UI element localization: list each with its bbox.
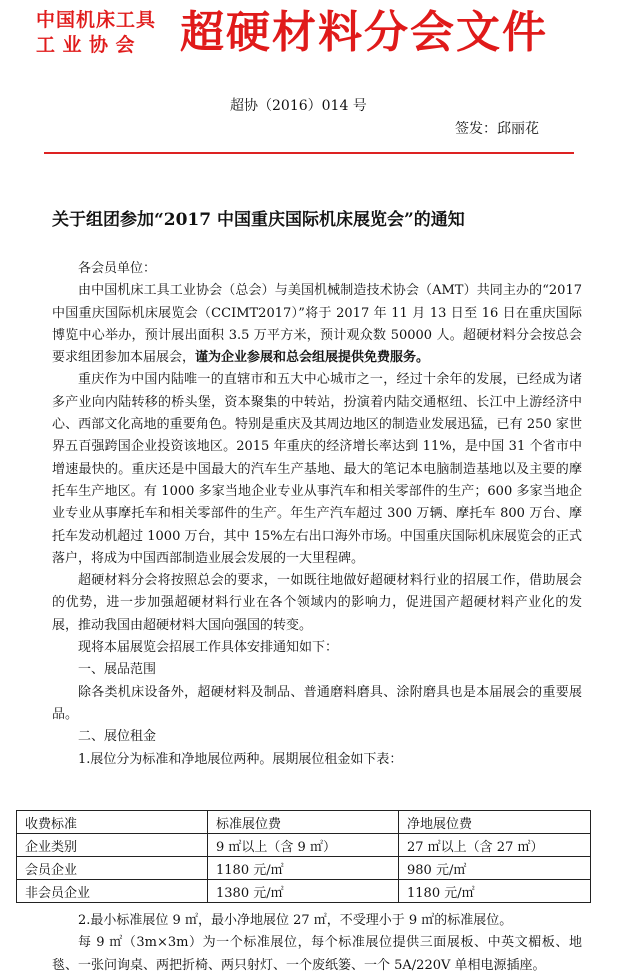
document-body-continued bbox=[52, 910, 582, 977]
document-body bbox=[52, 258, 582, 771]
table-cell: 1180 元/㎡ bbox=[208, 857, 399, 880]
document-title: 关于组团参加“2017 中国重庆国际机床展览会”的通知 bbox=[52, 210, 465, 230]
table-cell: 企业类别 bbox=[17, 834, 208, 857]
document-banner: 超硬材料分会文件 bbox=[180, 7, 548, 58]
table-cell: 1180 元/㎡ bbox=[399, 880, 591, 903]
table-row bbox=[17, 857, 591, 880]
intro-text: 由中国机床工具工业协会（总会）与美国机械制造技术协会（AMT）共同主办的“2017 中国重庆国际机床展览会（CCIMT2017）”将于 2017 年 11 月 13 日至 16 日在重庆国际博览中心举办，预计展出面积 3.5 万平方米，预计观众数 50000 人。超硬材料分会按总会要求组团参加本届展会， bbox=[52, 283, 582, 366]
org-name-line1: 中国机床工具 bbox=[36, 9, 157, 31]
table-cell: 会员企业 bbox=[17, 857, 208, 880]
table-row bbox=[17, 834, 591, 857]
table-cell: 27 ㎡以上（含 27 ㎡） bbox=[399, 834, 591, 857]
paragraph-arrangement: 现将本届展览会招展工作具体安排通知如下： bbox=[78, 640, 339, 656]
section-2-heading: 二、展位租金 bbox=[78, 729, 157, 745]
table-row bbox=[17, 811, 591, 834]
paragraph-intro bbox=[52, 280, 582, 369]
section-2-item-3: 每 9 ㎡（3m×3m）为一个标准展位，每个标准展位提供三面展板、中英文楣板、地毯、一张问询桌、两把折椅、两只射灯、一个废纸篓、一个 5A/220V 单相电源插座。 bbox=[52, 935, 582, 973]
section-1-heading: 一、展品范围 bbox=[78, 662, 157, 678]
section-1-text: 除各类机床设备外，超硬材料及制品、普通磨料磨具、涂附磨具也是本届展会的重要展品。 bbox=[52, 684, 582, 722]
section-2-item-2: 2.最小标准展位 9 ㎡，最小净地展位 27 ㎡，不受理小于 9 ㎡的标准展位。 bbox=[78, 913, 513, 928]
table-cell: 9 ㎡以上（含 9 ㎡） bbox=[208, 834, 399, 857]
section-2-item-1: 1.展位分为标准和净地展位两种。展期展位租金如下表： bbox=[78, 751, 403, 767]
salutation: 各会员单位： bbox=[78, 261, 157, 276]
signer-name: 邱丽花 bbox=[497, 121, 539, 137]
table-row bbox=[17, 880, 591, 903]
table-cell: 收费标准 bbox=[17, 811, 208, 834]
red-divider bbox=[44, 152, 574, 154]
table-cell: 标准展位费 bbox=[208, 811, 399, 834]
intro-bold-text: 谨为企业参展和总会组展提供免费服务。 bbox=[195, 350, 430, 366]
issuing-organization bbox=[36, 8, 156, 58]
paragraph-branch-role: 超硬材料分会将按照总会的要求，一如既往地做好超硬材料行业的招展工作，借助展会的优势，进一步加强超硬材料行业在各个领域内的影响力，促进国产超硬材料产业化的发展，推动我国由超硬材料大国向强国的转变。 bbox=[52, 573, 582, 633]
signer-line bbox=[455, 118, 539, 138]
org-name-line2: 工业协会 bbox=[36, 34, 143, 56]
signer-label: 签发： bbox=[455, 121, 497, 137]
rent-table bbox=[16, 810, 591, 903]
table-cell: 净地展位费 bbox=[399, 811, 591, 834]
table-cell: 980 元/㎡ bbox=[399, 857, 591, 880]
document-number: 超协（2016）014 号 bbox=[230, 98, 367, 114]
table-cell: 非会员企业 bbox=[17, 880, 208, 903]
table-cell: 1380 元/㎡ bbox=[208, 880, 399, 903]
paragraph-chongqing: 重庆作为中国内陆唯一的直辖市和五大中心城市之一，经过十余年的发展，已经成为诸多产业向内陆转移的桥头堡，资本聚集的中转站，扮演着内陆交通枢纽、长江中上游经济中心、西部文化高地的重要角色。特别是重庆及其周边地区的制造业发展迅猛，已有 250 家世界五百强跨国企业投资该地区。2015 年重庆的经济增长率达到 11%，是中国 31 个省市中增速最快的。重庆还是中国最大的汽车生产基地、最大的笔记本电脑制造基地以及主要的摩托车生产地区。有 1000 多家当地企业专业从事汽车和相关零部件的生产；600 多家当地企业专业从事摩托车和相关零部件的生产。年生产汽车超过 300 万辆、摩托车 800 万台、摩托车发动机超过 1000 万台，其中 15%左右出口海外市场。中国重庆国际机床展览会的正式落户，将成为中国西部制造业展会发展的一大里程碑。 bbox=[52, 372, 582, 566]
